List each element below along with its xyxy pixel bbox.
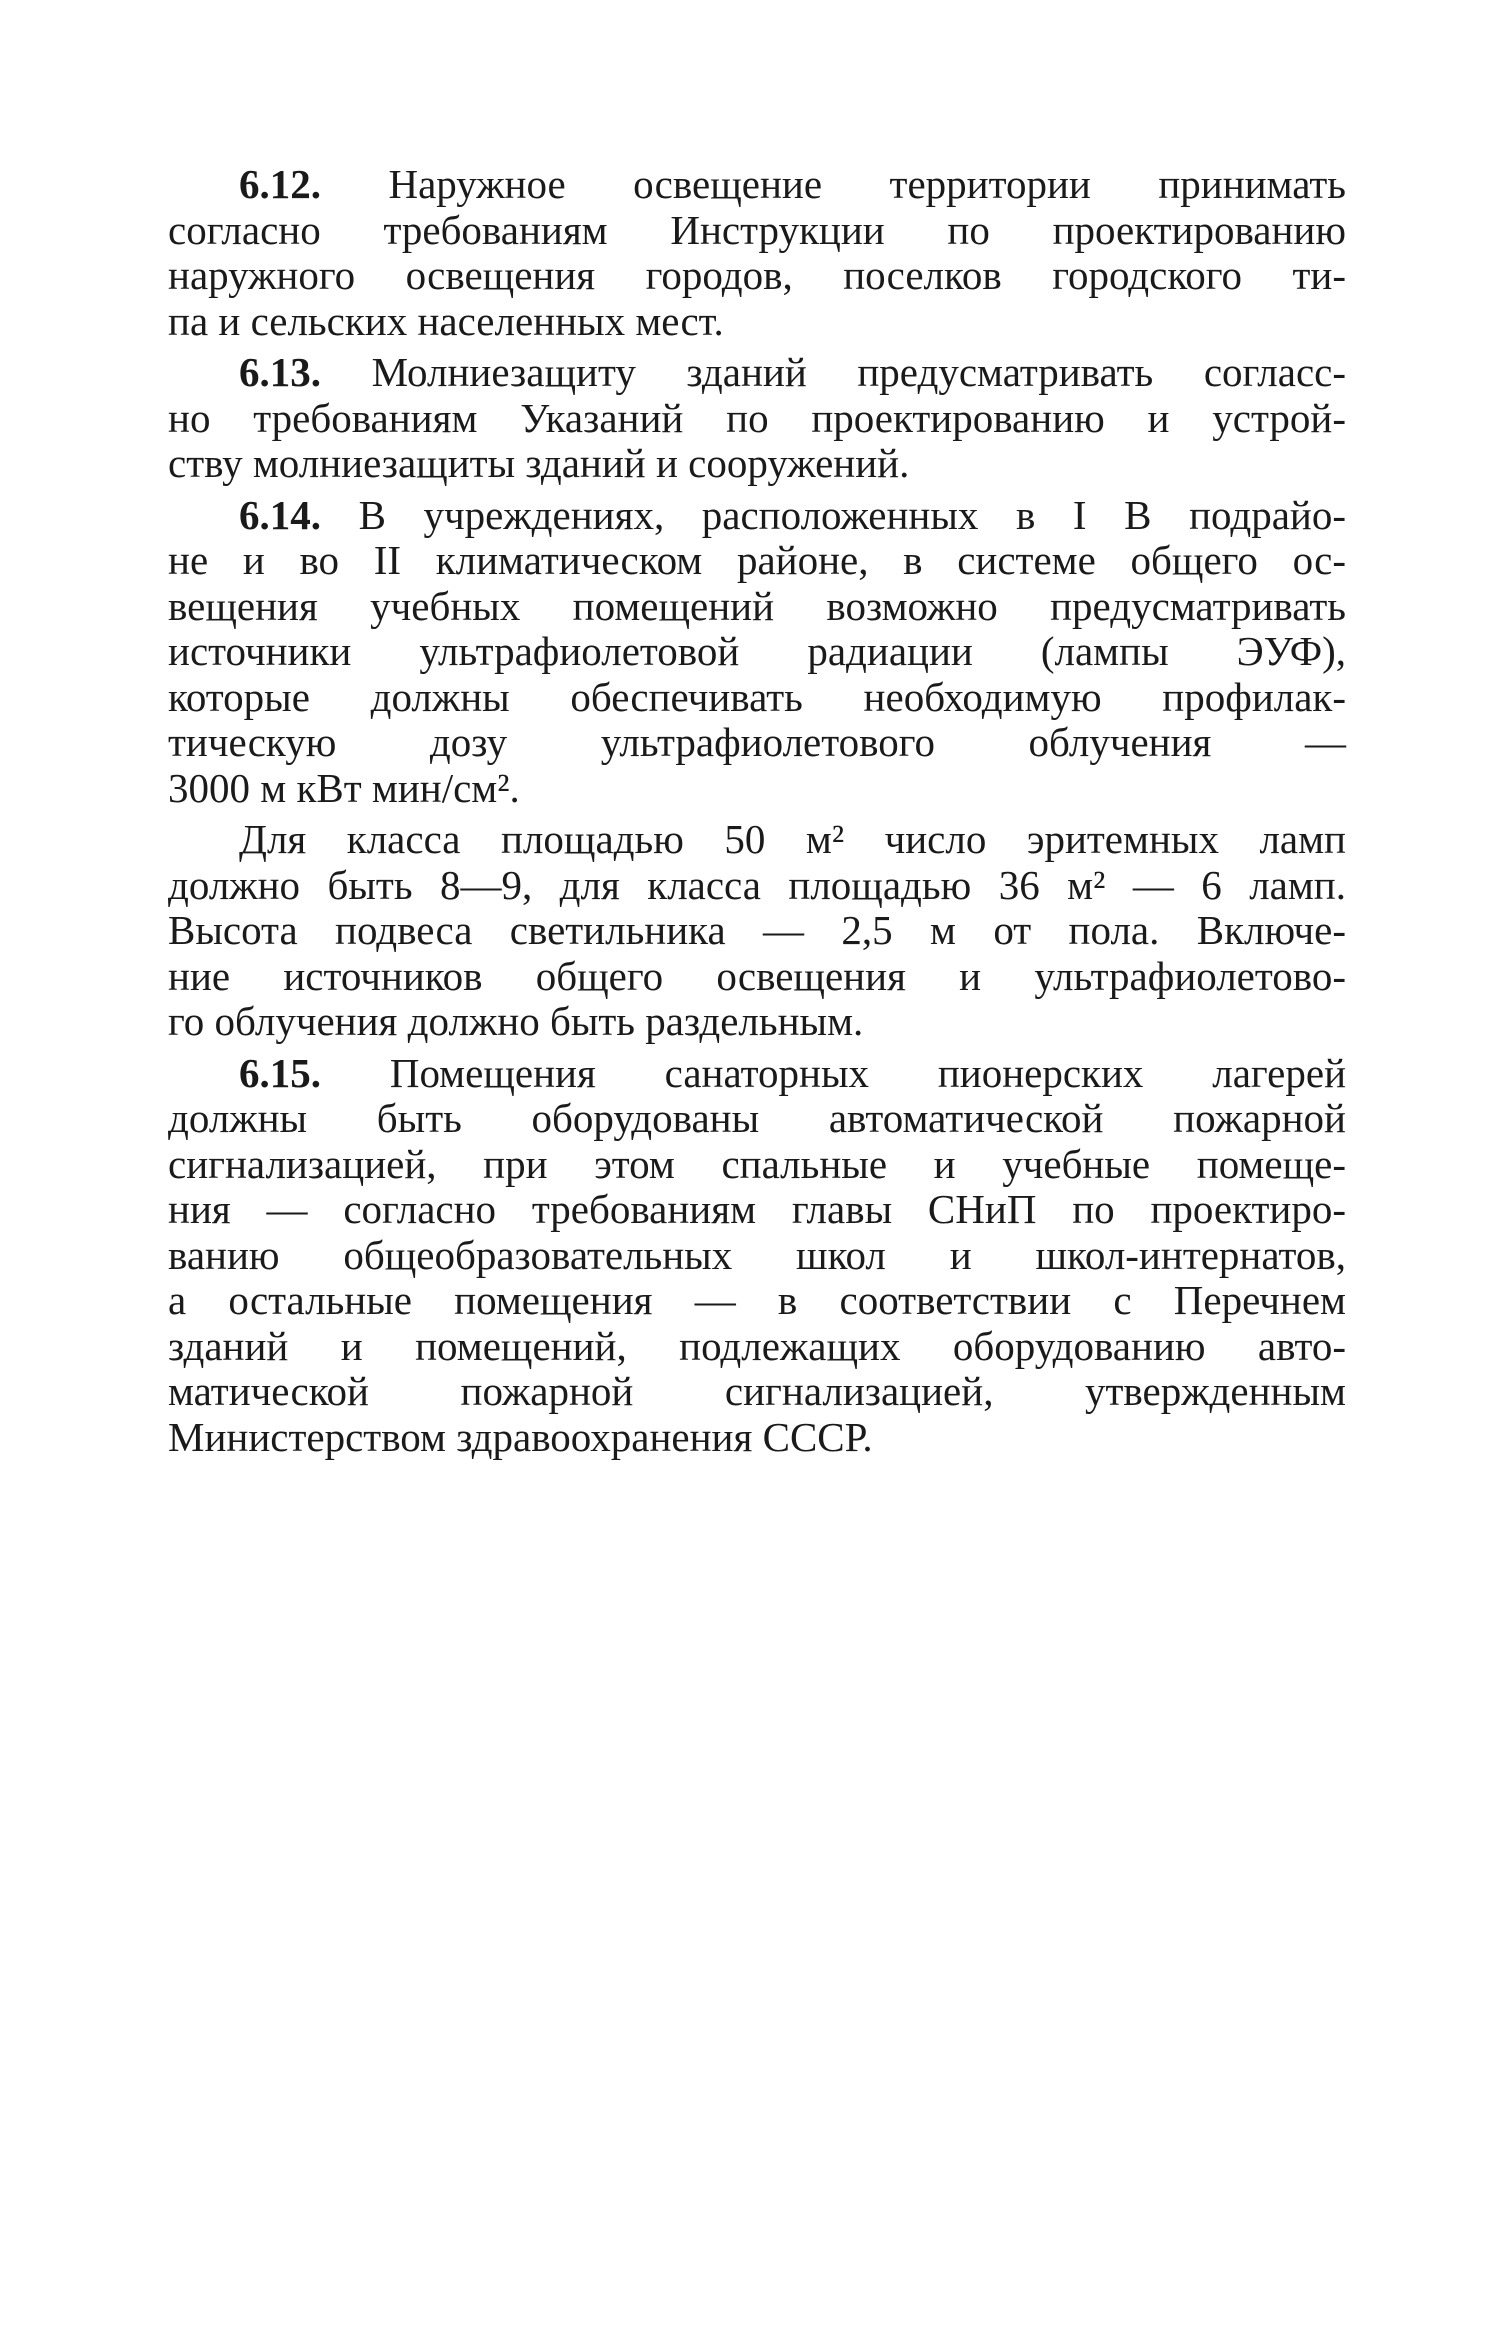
paragraph-6-13-line-2: но требованиям Указаний по проектированию и устрой-: [168, 394, 1346, 441]
paragraph-lamps-line-3: Высота подвеса светильника — 2,5 м от пола. Включе-: [168, 907, 1346, 953]
paragraph-6-13-line-3: ству молниезащиты зданий и сооружений.: [168, 440, 910, 486]
paragraph-6-15-line-2: должны быть оборудованы автоматической пожарной: [168, 1095, 1346, 1141]
paragraph-6-15-line-1: [168, 1051, 1346, 1097]
paragraph-lamps-line-1: Для класса площадью 50 м² число эритемных ламп: [239, 816, 1346, 862]
paragraph-6-12-line-3: наружного освещения городов, поселков городского ти-: [168, 252, 1346, 298]
paragraph-lamps-line-5: го облучения должно быть раздельным.: [168, 998, 864, 1044]
paragraph-6-14-line-3: вещения учебных помещений возможно предусматривать: [168, 582, 1346, 629]
paragraph-6-12-line-2: согласно требованиям Инструкции по проектированию: [168, 206, 1346, 253]
paragraph-6-15-line-4: ния — согласно требованиям главы СНиП по проектиро-: [168, 1186, 1346, 1232]
paragraph-6-13-line-1: [168, 350, 1346, 396]
clause-number: 6.15.: [239, 1049, 321, 1096]
paragraph-6-15-line-8: матической пожарной сигнализацией, утвержденным: [168, 1368, 1346, 1414]
paragraph-6-14-line-5: которые должны обеспечивать необходимую профилак-: [168, 673, 1346, 720]
line-text: Молниезащиту зданий предусматривать согласс-: [371, 349, 1346, 395]
paragraph-6-14-line-1: [168, 493, 1346, 539]
paragraph-6-15-line-5: ванию общеобразовательных школ и школ-интернатов,: [168, 1231, 1346, 1278]
clause-number: 6.14.: [239, 491, 321, 538]
paragraph-lamps-line-2: должно быть 8—9, для класса площадью 36 м² — 6 ламп.: [168, 861, 1346, 908]
paragraph-6-15-line-9: Министерством здравоохранения СССР.: [168, 1413, 873, 1460]
clause-number: 6.12.: [239, 161, 321, 207]
line-text: Наружное освещение территории принимать: [388, 161, 1347, 207]
paragraph-6-14-line-4: источники ультрафиолетовой радиации (лампы ЭУФ),: [168, 628, 1346, 674]
paragraph-6-12-line-4: па и сельских населенных мест.: [168, 297, 724, 344]
body-text: [168, 162, 1346, 1460]
paragraph-6-15-line-3: сигнализацией, при этом спальные и учебные помеще-: [168, 1140, 1346, 1187]
paragraph-6-15-line-6: а остальные помещения — в соответствии с Перечнем: [168, 1277, 1346, 1323]
paragraph-6-14-line-6: тическую дозу ультрафиолетового облучения —: [168, 719, 1346, 765]
line-text: Помещения санаторных пионерских лагерей: [389, 1049, 1347, 1096]
paragraph-6-12-line-1: [168, 162, 1346, 208]
paragraph-6-14-line-7: 3000 м кВт мин/см².: [168, 764, 520, 811]
paragraph-lamps-line-4: ние источников общего освещения и ультрафиолетово-: [168, 952, 1346, 999]
line-text: В учреждениях, расположенных в I В подрайо-: [358, 491, 1346, 538]
paragraph-6-15-line-7: зданий и помещений, подлежащих оборудованию авто-: [168, 1322, 1346, 1369]
clause-number: 6.13.: [239, 349, 321, 395]
paragraph-6-14-line-2: не и во II климатическом районе, в системе общего ос-: [168, 537, 1346, 583]
